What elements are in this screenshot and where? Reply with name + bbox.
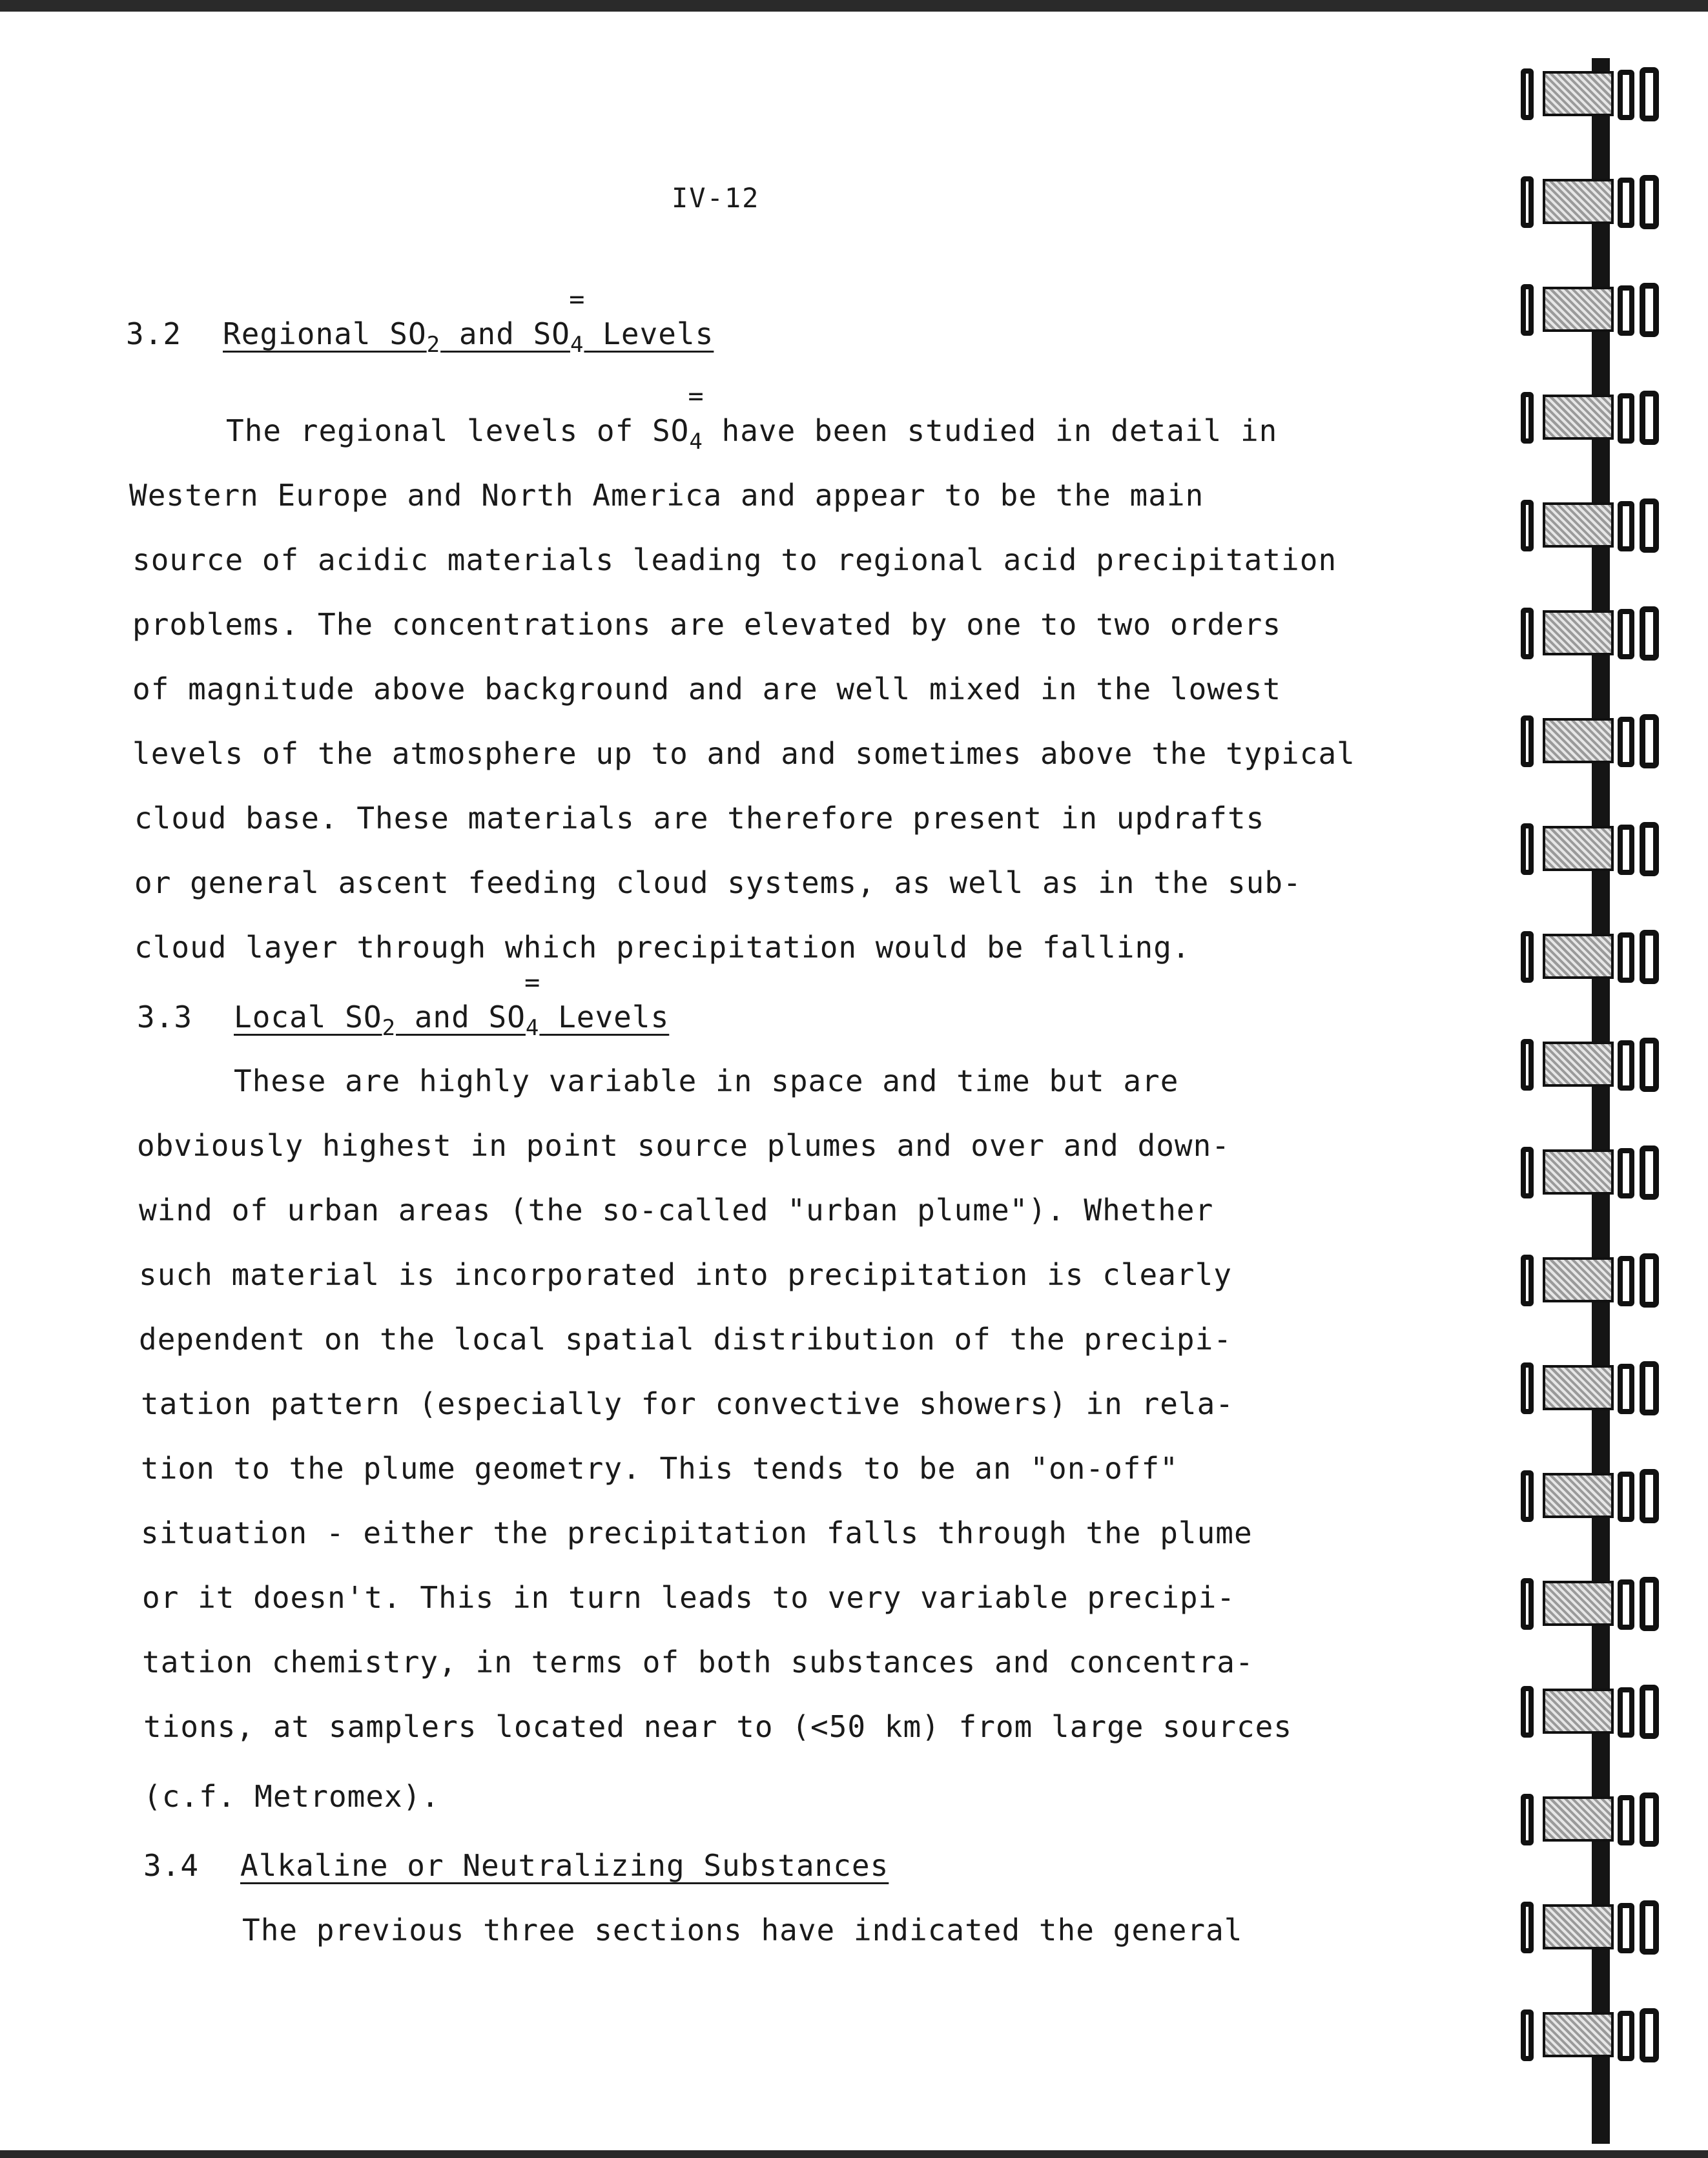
binding-ring [1521,172,1676,232]
paragraph-line: These are highly variable in space and time but are [234,1064,1179,1098]
binding-ring [1521,496,1676,555]
section-3-2-heading [126,285,714,358]
paragraph-line: cloud layer through which precipitation would be falling. [134,930,1191,965]
paragraph-line: source of acidic materials leading to regional acid precipitation [132,542,1337,577]
paragraph-line: such material is incorporated into precipitation is clearly [139,1257,1232,1292]
paragraph-line: situation - either the precipitation falls through the plume [141,1516,1253,1550]
paragraph-line: tation pattern (especially for convective showers) in rela- [141,1386,1234,1421]
section-3-4-heading [143,1848,889,1883]
paragraph-line: dependent on the local spatial distribution of the precipi- [139,1322,1232,1357]
spiral-binding [1521,58,1676,2144]
binding-ring [1521,1898,1676,1957]
paragraph-line: or general ascent feeding cloud systems, as well as in the sub- [134,865,1302,900]
paragraph-line: Western Europe and North America and appear to be the main [129,478,1204,513]
binding-ring [1521,2006,1676,2065]
paragraph-line: wind of urban areas (the so-called "urban plume"). Whether [139,1193,1214,1228]
binding-ring [1521,712,1676,771]
paragraph-line: cloud base. These materials are therefore present in updrafts [134,801,1265,836]
binding-ring [1521,1251,1676,1310]
section-3-3-heading [137,968,670,1041]
binding-ring [1521,280,1676,340]
binding-ring [1521,819,1676,879]
page-number: IV-12 [672,182,760,214]
paragraph-line: The previous three sections have indicated the general [242,1913,1243,1947]
binding-ring [1521,1359,1676,1418]
section-title: Local $SO_2$ and SO = $_4$ Levels [234,968,670,1041]
binding-ring [1521,1466,1676,1526]
paragraph-line: or it doesn't. This in turn leads to very variable precipi- [142,1580,1235,1615]
scan-top-edge [0,0,1708,12]
paragraph-line: tation chemistry, in terms of both substances and concentra- [142,1645,1254,1680]
section-number: 3.4 [143,1848,200,1883]
binding-ring [1521,388,1676,447]
paragraph-line: of magnitude above background and are well mixed in the lowest [132,672,1282,706]
section-number: 3.2 [126,316,182,351]
binding-ring [1521,1035,1676,1094]
binding-ring [1521,1574,1676,1634]
paragraph-line: problems. The concentrations are elevated by one to two orders [132,607,1282,642]
section-number: 3.3 [137,1000,193,1034]
binding-ring [1521,604,1676,663]
binding-ring [1521,1682,1676,1742]
section-title: Regional $SO_2$ and SO = $_4$ Levels [223,285,714,358]
binding-ring [1521,65,1676,124]
paragraph-line: levels of the atmosphere up to and and sometimes above the typical [132,736,1355,771]
section-title: Alkaline or Neutralizing Substances [240,1848,889,1883]
paragraph-line: obviously highest in point source plumes and over and down- [137,1128,1230,1163]
paragraph-line: tions, at samplers located near to (<50 km) from large sources [143,1709,1293,1744]
binding-ring [1521,927,1676,987]
paragraph-line: (c.f. Metromex). [143,1779,440,1814]
binding-ring [1521,1143,1676,1202]
binding-ring [1521,1790,1676,1849]
paragraph-line: The regional levels of SO = $_4$ have been studied in detail in [226,382,1278,455]
paragraph-line: tion to the plume geometry. This tends to be an "on-off" [141,1451,1178,1486]
scan-bottom-edge [0,2150,1708,2158]
